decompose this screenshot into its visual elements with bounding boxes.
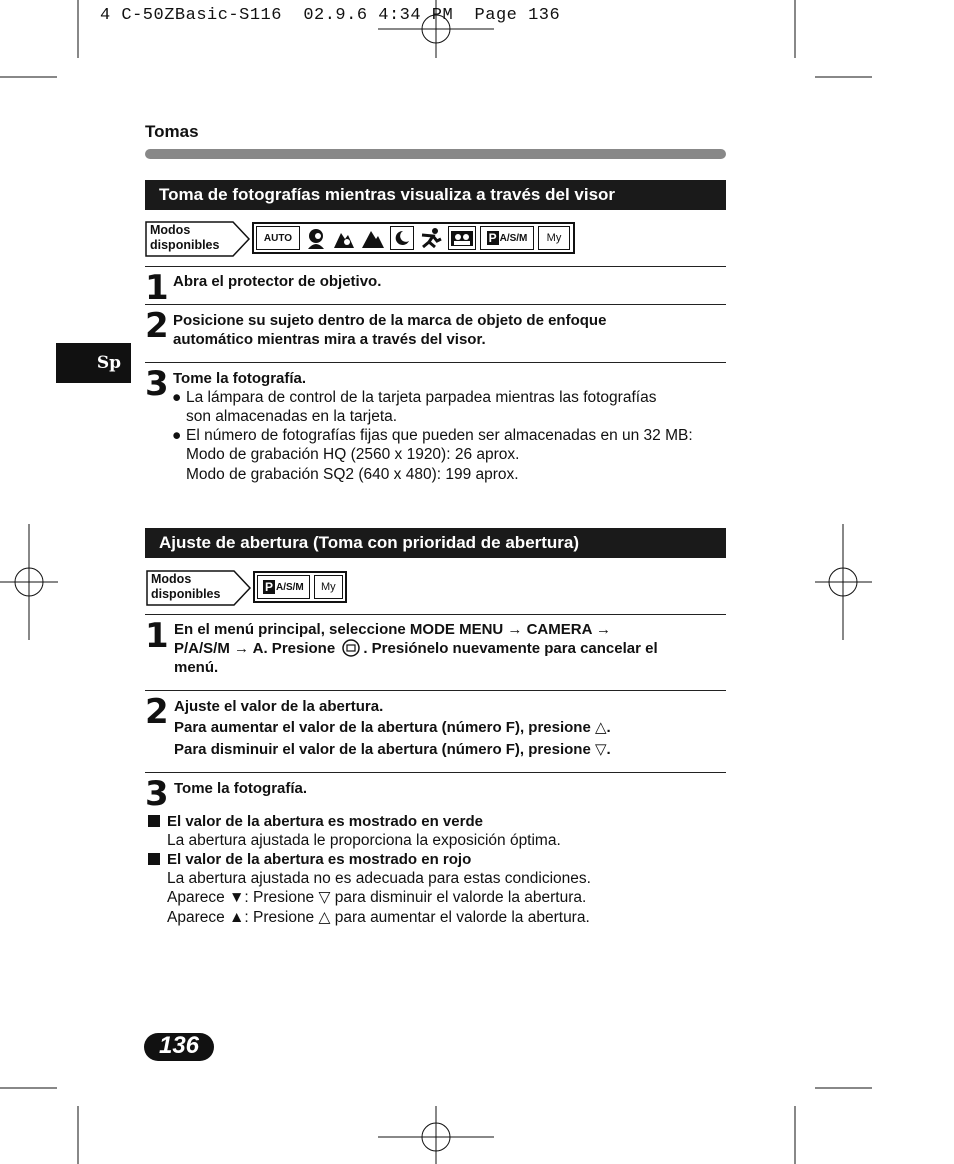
b2-step1-line3: menú. (174, 659, 219, 676)
arrow-right-icon: → (234, 640, 250, 657)
pasm-mode-icon (480, 226, 534, 250)
green-heading (148, 812, 483, 831)
my-mode-icon (538, 226, 570, 250)
pasm-mode-label: A/S/M (499, 232, 528, 244)
instruction-text: A. Presione (252, 640, 336, 657)
triangle-up-icon: △ (594, 719, 607, 736)
b2-step2-line2: Para aumentar el valor de la abertura (número F), presione △. (174, 719, 611, 736)
my-mode-label: My (321, 581, 336, 593)
step1-text: Abra el protector de objetivo. (173, 273, 382, 290)
menu-path-part: CAMERA (526, 621, 592, 638)
heading-text: El valor de la abertura es mostrado en verde (167, 813, 483, 830)
bullet-text: El número de fotografías fijas que pueden ser almacenadas en un 32 MB: (186, 427, 693, 444)
available-modes-2 (253, 571, 347, 603)
red-line3 (167, 908, 590, 928)
p-glyph: P (264, 580, 273, 594)
instruction-text: : Presione (244, 889, 315, 906)
step-number: 3 (145, 364, 169, 404)
b2-step3-text: Tome la fotografía. (174, 780, 308, 797)
filled-triangle-down-icon: ▼ (229, 889, 245, 906)
b2-step2-line1: Ajuste el valor de la abertura. (174, 698, 384, 715)
sports-mode-icon (418, 226, 444, 250)
bullet-2 (172, 426, 693, 446)
section-title: Tomas (145, 122, 199, 141)
square-bullet-icon (148, 853, 160, 865)
self-portrait-mode-icon (448, 226, 476, 250)
menu-path-part: P/A/S/M (174, 640, 230, 657)
triangle-up-icon: △ (318, 909, 331, 926)
my-mode-icon (314, 575, 343, 599)
step-number: 2 (145, 692, 169, 732)
modes-label-2a: Modos (151, 572, 192, 586)
pasm-mode-label: A/S/M (275, 581, 304, 593)
step-number: 2 (145, 306, 169, 346)
b2-step2-line3: Para disminuir el valor de la abertura (número F), presione ▽. (174, 741, 611, 758)
modes-label-1a: Modos (150, 223, 191, 237)
auto-mode-label: AUTO (263, 232, 293, 244)
instruction-text: Para aumentar el valor de la abertura (número F), presione (174, 719, 591, 736)
instruction-text: : Presione (244, 909, 315, 926)
step2-text-line1: Posicione su sujeto dentro de la marca de objeto de enfoque (173, 312, 607, 329)
bullet-icon: ● (172, 389, 182, 406)
bullet-text: La lámpara de control de la tarjeta parpadea mientras las fotografías (186, 389, 657, 406)
modes-label-2b: disponibles (151, 587, 221, 601)
divider (145, 362, 726, 363)
triangle-down-icon: ▽ (594, 741, 607, 758)
landscape-portrait-mode-icon (332, 226, 356, 250)
menu-path-part: En el menú principal, seleccione MODE MENU (174, 621, 504, 638)
triangle-down-icon: ▽ (318, 889, 331, 906)
divider (145, 304, 726, 305)
step3-text: Tome la fotografía. (173, 370, 307, 387)
heading-text: El valor de la abertura es mostrado en rojo (167, 851, 472, 868)
bullet-2-line2: Modo de grabación HQ (2560 x 1920): 26 aprox. (186, 446, 520, 463)
divider (145, 614, 726, 615)
step-number: 3 (145, 774, 169, 814)
available-modes-1 (252, 222, 575, 254)
arrow-right-icon: → (596, 621, 612, 638)
filled-triangle-up-icon: ▲ (229, 909, 245, 926)
print-header: 4 C-50ZBasic-S116 02.9.6 4:34 PM Page 136 (100, 6, 561, 25)
step-number: 1 (145, 616, 169, 656)
landscape-mode-icon (360, 226, 386, 250)
green-text: La abertura ajustada le proporciona la exposición óptima. (167, 832, 561, 849)
page-number: 136 (158, 1032, 200, 1059)
pasm-mode-icon (257, 575, 310, 599)
block2-title: Ajuste de abertura (Toma con prioridad de abertura) (145, 528, 726, 558)
instruction-text: Aparece (167, 889, 225, 906)
bullet-1-cont: son almacenadas en la tarjeta. (186, 408, 398, 425)
portrait-mode-icon (304, 226, 328, 250)
divider (145, 266, 726, 267)
p-glyph: P (488, 231, 497, 245)
divider (145, 690, 726, 691)
modes-label-1b: disponibles (150, 238, 220, 252)
red-line2 (167, 888, 586, 908)
instruction-text: para disminuir el valorde la abertura. (334, 889, 587, 906)
bullet-1 (172, 388, 656, 408)
instruction-text: Para disminuir el valor de la abertura (número F), presione (174, 741, 591, 758)
instruction-text: Aparece (167, 909, 225, 926)
language-tab: Sp (56, 343, 131, 383)
red-heading (148, 850, 471, 869)
instruction-text: . Presiónelo nuevamente para cancelar el (363, 640, 658, 657)
square-bullet-icon (148, 815, 160, 827)
b2-step1-line2 (174, 639, 658, 658)
auto-mode-icon (256, 226, 300, 250)
arrow-right-icon: → (507, 621, 523, 638)
ok-button-icon (341, 639, 361, 657)
step2-text-line2: automático mientras mira a través del visor. (173, 331, 486, 348)
block1-title: Toma de fotografías mientras visualiza a través del visor (145, 180, 726, 210)
bullet-icon: ● (172, 427, 182, 444)
step-number: 1 (145, 268, 169, 308)
b2-step1-line1 (174, 620, 611, 639)
bullet-2-line3: Modo de grabación SQ2 (640 x 480): 199 aprox. (186, 466, 519, 483)
divider (145, 772, 726, 773)
section-rule-bar (145, 149, 726, 159)
night-scene-mode-icon (390, 226, 414, 250)
my-mode-label: My (546, 232, 562, 244)
red-text: La abertura ajustada no es adecuada para estas condiciones. (167, 870, 591, 887)
instruction-text: para aumentar el valorde la abertura. (334, 909, 590, 926)
